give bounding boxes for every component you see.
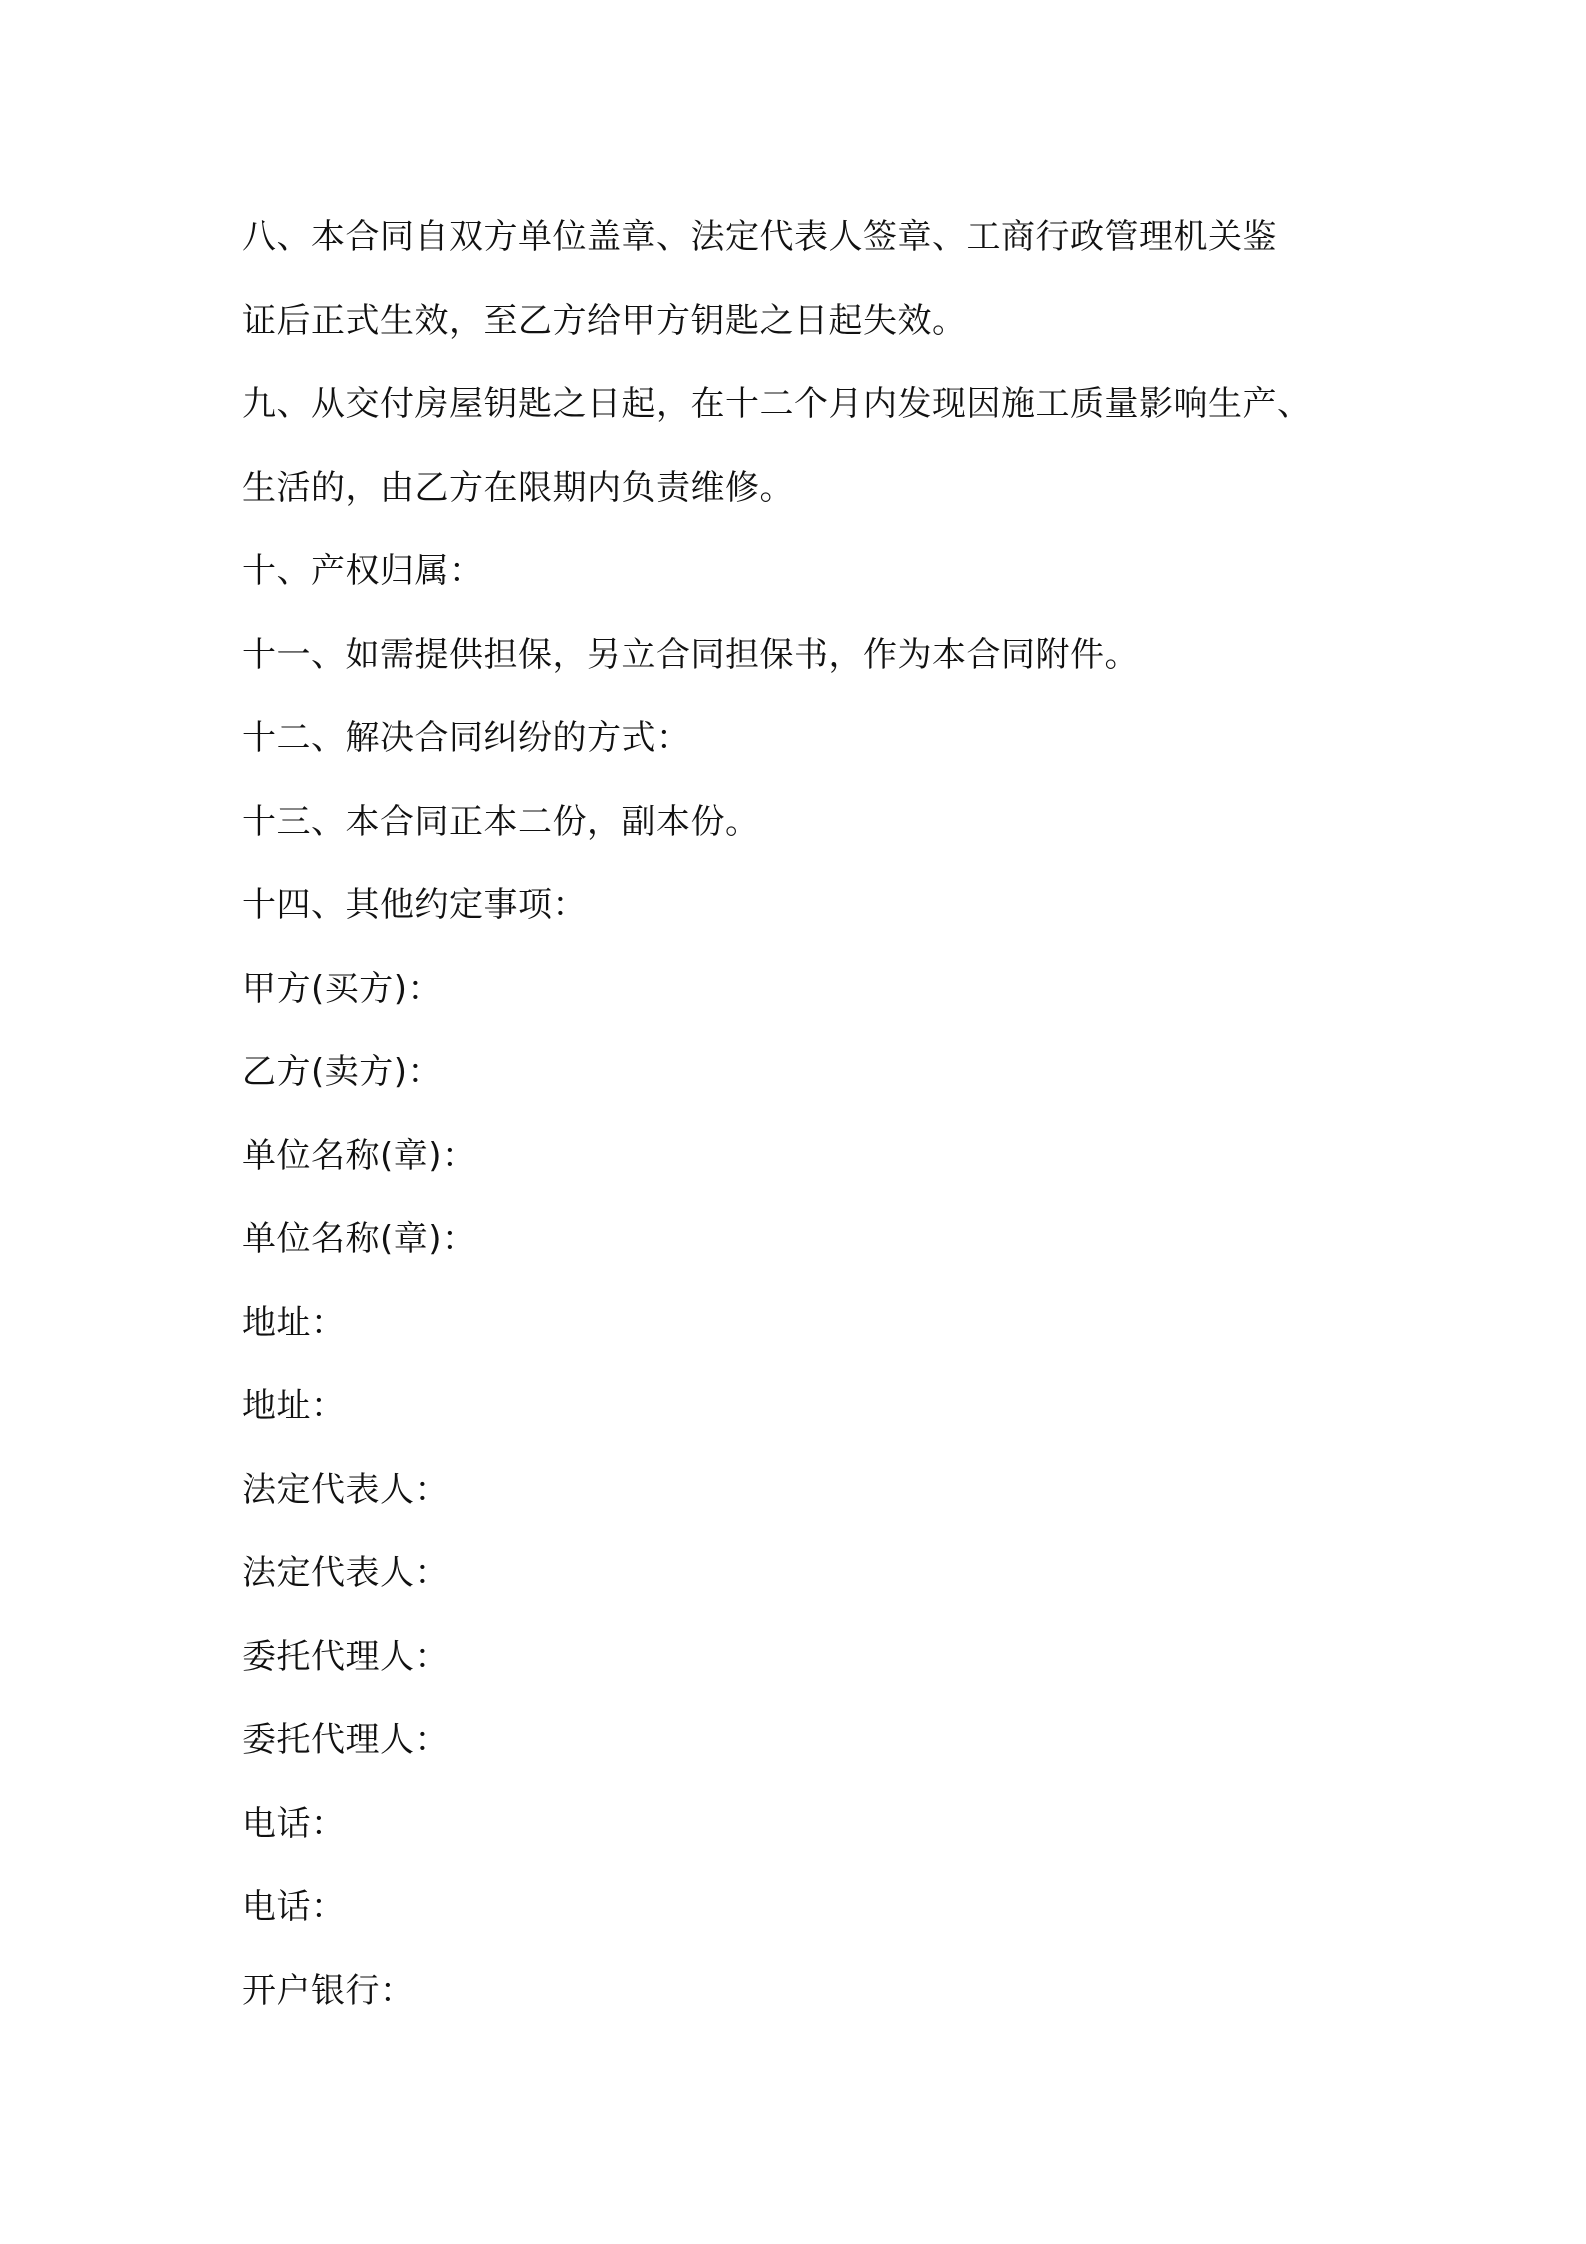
party-a-address-label: 地址： xyxy=(242,1302,346,1343)
clause-9-line-2: 生活的，由乙方在限期内负责维修。 xyxy=(242,467,794,508)
clause-11: 十一、如需提供担保，另立合同担保书，作为本合同附件。 xyxy=(242,634,1139,675)
clause-14: 十四、其他约定事项： xyxy=(242,885,587,925)
party-b-address-label: 地址： xyxy=(242,1386,346,1426)
clause-8-line-2: 证后正式生效，至乙方给甲方钥匙之日起失效。 xyxy=(242,300,967,341)
bank-label: 开户银行： xyxy=(242,1970,415,2011)
party-b-agent-label: 委托代理人： xyxy=(242,1720,449,1760)
party-b-label: 乙方(卖方)： xyxy=(242,1052,443,1092)
party-a-agent-label: 委托代理人： xyxy=(242,1636,449,1677)
party-b-legal-rep-label: 法定代表人： xyxy=(242,1553,449,1593)
clause-12: 十二、解决合同纠纷的方式： xyxy=(242,718,691,758)
party-b-company-name-label: 单位名称(章)： xyxy=(242,1219,477,1259)
contract-text xyxy=(242,196,1362,2033)
party-a-label: 甲方(买方)： xyxy=(242,968,443,1009)
clause-8-line-1: 八、本合同自双方单位盖章、法定代表人签章、工商行政管理机关鉴 xyxy=(242,217,1277,257)
party-a-company-name-label: 单位名称(章)： xyxy=(242,1135,477,1176)
clause-10: 十、产权归属： xyxy=(242,551,484,591)
clause-13: 十三、本合同正本二份，副本份。 xyxy=(242,801,760,842)
clause-9-line-1: 九、从交付房屋钥匙之日起，在十二个月内发现因施工质量影响生产、 xyxy=(242,384,1312,424)
party-a-phone-label: 电话： xyxy=(242,1803,346,1844)
party-b-phone-label: 电话： xyxy=(242,1887,346,1927)
party-a-legal-rep-label: 法定代表人： xyxy=(242,1469,449,1510)
